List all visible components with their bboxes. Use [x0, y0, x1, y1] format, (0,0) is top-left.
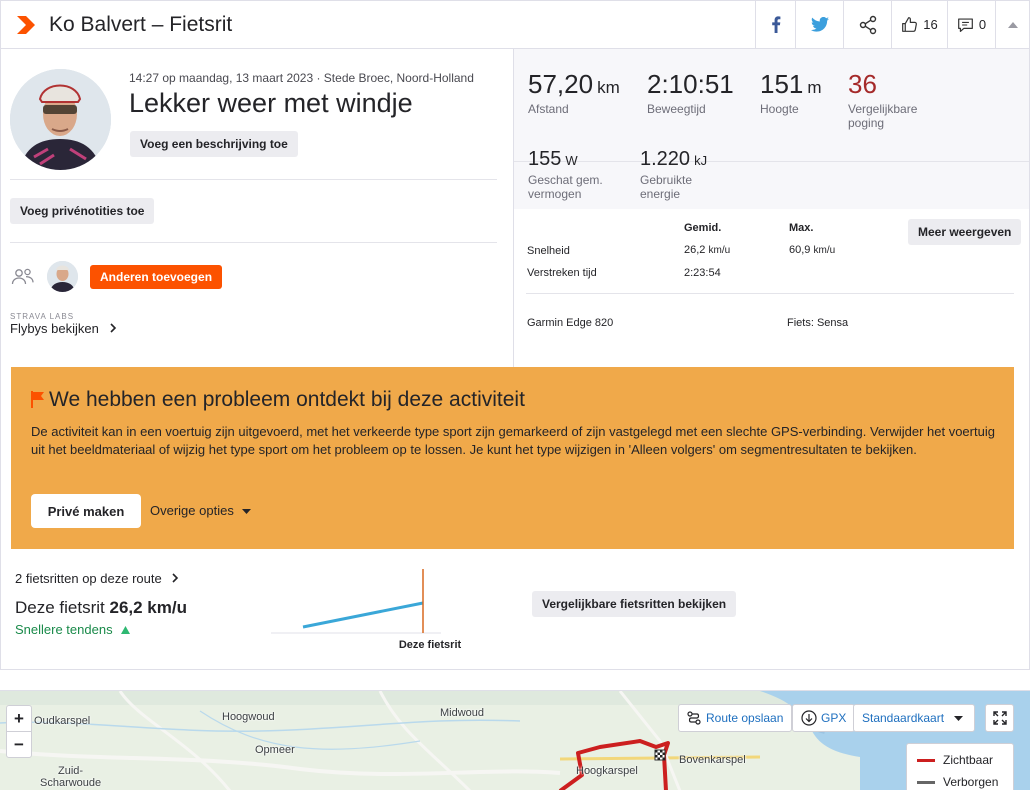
device-name: Garmin Edge 820: [527, 317, 614, 329]
place-hoogkarspel: Hoogkarspel: [576, 765, 638, 777]
place-zuid-scharwoude-line-2: Scharwoude: [40, 777, 102, 789]
col-max-header: Max.: [789, 222, 814, 234]
kudos-count: 16: [923, 17, 938, 32]
route-rides-link[interactable]: [15, 571, 179, 586]
facebook-share-button[interactable]: [755, 1, 795, 48]
this-ride-speed: 26,2 km/u: [109, 598, 187, 617]
stat-elevation-label: Hoogte: [760, 102, 799, 116]
add-others-button[interactable]: Anderen toevoegen: [90, 265, 222, 289]
facebook-icon: [771, 16, 781, 33]
this-ride-label: Deze fietsrit: [15, 598, 105, 617]
bike-name: Fiets: Sensa: [787, 317, 849, 329]
map-type-select[interactable]: [853, 704, 975, 732]
comments-button[interactable]: [947, 1, 995, 48]
stat-elevation: [760, 69, 822, 116]
caret-up-icon: [1008, 22, 1018, 28]
athlete-photo-small: [47, 261, 78, 292]
stat-comparable-value: 36: [848, 69, 877, 99]
group-icon: [11, 267, 35, 287]
other-options-label: Overige opties: [150, 503, 234, 518]
speed-label: Snelheid: [527, 245, 570, 257]
legend-hidden: [917, 775, 998, 789]
flybys-link-label: Flybys bekijken: [10, 321, 99, 336]
place-oudkarspel: Oudkarspel: [34, 715, 91, 727]
this-ride-marker-label: Deze fietsrit: [398, 639, 462, 651]
divider: [10, 242, 497, 243]
legend-hidden-swatch: [917, 781, 935, 784]
chevron-right-icon: [15, 14, 37, 36]
elapsed-label: Verstreken tijd: [527, 267, 597, 279]
stat-energy-label-1: Gebruikte: [640, 173, 693, 187]
col-avg-header: Gemid.: [684, 222, 722, 234]
stat-power-unit: W: [565, 153, 578, 168]
route-rides-label: 2 fietsritten op deze route: [15, 571, 162, 586]
add-private-notes-button[interactable]: Voeg privénotities toe: [10, 198, 154, 224]
other-options-dropdown[interactable]: [150, 503, 251, 518]
athlete-avatar[interactable]: [10, 69, 111, 170]
speed-max: [789, 244, 835, 256]
activity-title: Lekker weer met windje: [129, 88, 413, 118]
stat-distance: [528, 69, 620, 116]
activity-stats: [513, 49, 1029, 367]
place-hoogwoud: Hoogwoud: [222, 711, 275, 723]
speed-avg-unit: km/u: [708, 245, 731, 256]
warning-title: We hebben een probleem ontdekt bij deze activiteit: [49, 388, 525, 411]
comment-icon: [957, 17, 974, 33]
make-private-button[interactable]: Privé maken: [31, 494, 141, 528]
expand-icon: [993, 711, 1007, 725]
strava-labs-label: STRAVA LABS: [10, 312, 75, 321]
place-zuid-scharwoude-line-1: Zuid-: [58, 765, 84, 777]
stat-comparable-effort[interactable]: [848, 69, 917, 130]
flybys-link[interactable]: [10, 321, 117, 336]
gpx-label: GPX: [821, 711, 847, 725]
header-actions: [755, 1, 1029, 48]
download-icon: [801, 710, 817, 726]
place-opmeer: Opmeer: [255, 744, 295, 756]
fullscreen-button[interactable]: [985, 704, 1014, 732]
comments-count: 0: [978, 17, 987, 32]
stat-elevation-value: 151: [760, 69, 804, 99]
stat-moving-time-value: 2:10:51: [647, 69, 734, 99]
share-button[interactable]: [843, 1, 891, 48]
legend-visible-swatch: [917, 759, 935, 762]
stat-energy-value: 1.220: [640, 148, 691, 170]
flag-icon: [30, 390, 46, 409]
stat-power-label-2: vermogen: [528, 187, 582, 201]
stat-comparable-label-2: poging: [848, 116, 885, 130]
divider: [526, 293, 1014, 294]
stat-power-value: 155: [528, 148, 562, 170]
caret-down-icon: [242, 509, 251, 514]
zoom-in-button[interactable]: +: [7, 706, 31, 732]
stat-comparable-label-1: Vergelijkbare: [848, 102, 918, 116]
stat-power-label-1: Geschat gem.: [528, 173, 603, 187]
caret-down-icon: [954, 716, 963, 721]
map-legend: [906, 743, 1014, 790]
triangle-up-icon: [121, 626, 130, 634]
gpx-download-button[interactable]: [792, 704, 855, 732]
zoom-out-button[interactable]: −: [14, 735, 24, 754]
stat-elevation-unit: m: [807, 78, 822, 97]
twitter-icon: [811, 17, 829, 32]
speed-avg: [684, 244, 730, 256]
add-description-button[interactable]: Voeg een beschrijving toe: [130, 131, 298, 157]
place-bovenkarspel: Bovenkarspel: [679, 754, 746, 766]
speed-max-unit: km/u: [813, 245, 836, 256]
show-more-button[interactable]: Meer weergeven: [908, 219, 1021, 245]
trend-chart: [271, 567, 471, 655]
thumbs-up-icon: [901, 16, 918, 33]
kudos-button[interactable]: [891, 1, 947, 48]
activity-meta: 14:27 op maandag, 13 maart 2023 · Stede Broec, Noord-Holland: [129, 71, 474, 85]
activity-summary: [1, 49, 513, 367]
legend-visible-label: Zichtbaar: [943, 753, 994, 767]
trend-indicator: [15, 622, 130, 637]
compare-rides-button[interactable]: Vergelijkbare fietsritten bekijken: [532, 591, 736, 617]
legend-visible: [917, 753, 993, 767]
trend-label: Snellere tendens: [15, 622, 113, 637]
save-route-button[interactable]: [678, 704, 792, 732]
chevron-right-icon: [109, 323, 117, 333]
divider: [10, 179, 497, 180]
collapse-button[interactable]: [995, 1, 1029, 48]
stat-energy-unit: kJ: [694, 153, 708, 168]
chevron-right-icon: [171, 573, 179, 583]
warning-body: De activiteit kan in een voertuig zijn uitgevoerd, met het verkeerde type sport zijn gemarkeerd of zijn vastgelegd met een slechte GPS-verbinding. Verwijder het voertuig uit het beeldmateriaal of wijzig het type sport om het probleem op te lossen. Je kunt het type wijzigen in 'Alleen volgers' om segmentresultaten te bekijken.: [31, 424, 995, 457]
route-map[interactable]: [0, 690, 1030, 790]
speed-max-value: 60,9: [789, 244, 811, 256]
speed-avg-value: 26,2: [684, 244, 706, 256]
zoom-controls: [6, 705, 32, 758]
share-icon: [858, 15, 878, 35]
elapsed-value: 2:23:54: [684, 267, 721, 279]
stat-energy: [640, 148, 707, 201]
athlete-photo: [10, 69, 111, 170]
this-ride-speed-line: [15, 598, 187, 618]
trend-line: [303, 603, 423, 627]
stat-power: [528, 148, 603, 201]
athlete-small-avatar[interactable]: [47, 261, 78, 292]
problem-warning-banner: [11, 367, 1014, 549]
stat-distance-value: 57,20: [528, 69, 594, 99]
stat-energy-label-2: energie: [640, 187, 681, 201]
stat-distance-label: Afstand: [528, 102, 569, 116]
legend-hidden-label: Verborgen: [943, 775, 999, 789]
stat-moving-time-label: Beweegtijd: [647, 102, 706, 116]
stat-moving-time: [647, 69, 734, 116]
save-route-label: Route opslaan: [706, 711, 784, 725]
stat-distance-unit: km: [597, 78, 620, 97]
page-header: [1, 1, 1029, 49]
page-title: Ko Balvert – Fietsrit: [49, 13, 233, 36]
stats-panel: [514, 49, 1029, 209]
map-type-label: Standaardkaart: [862, 711, 945, 725]
place-midwoud: Midwoud: [440, 707, 485, 719]
route-icon: [687, 711, 701, 725]
twitter-share-button[interactable]: [795, 1, 843, 48]
